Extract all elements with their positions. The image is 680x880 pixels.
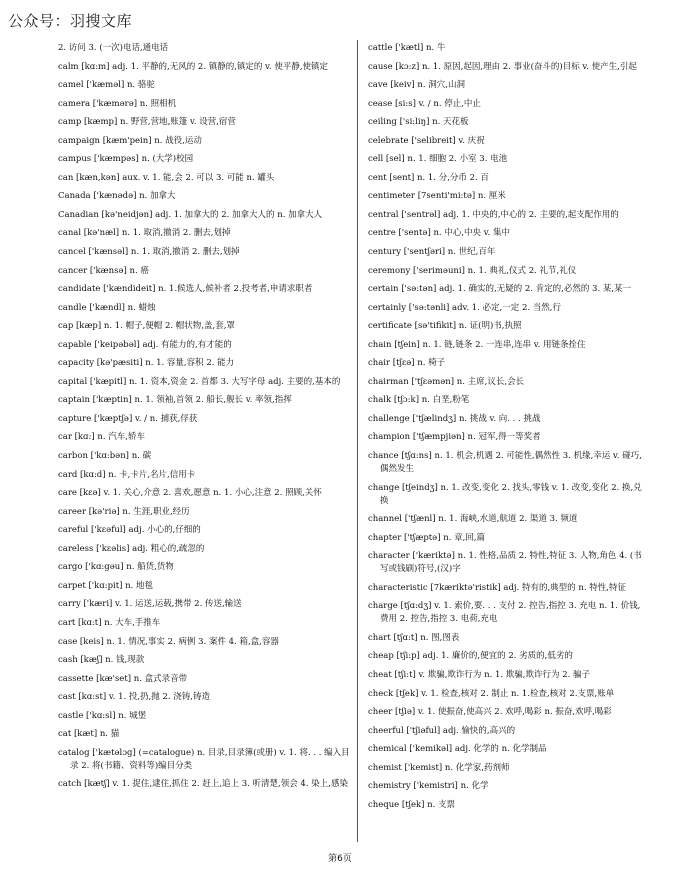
dictionary-entry: cattle ['kætl] n. 牛 [368,43,446,53]
dictionary-entry: certain ['sə:tən] adj. 1. 确实的,无疑的 2. 肯定的,必然的 3. 某,某一 [368,284,632,295]
dictionary-entry: cent [sent] n. 1. 分,分币 2. 百 [368,172,489,183]
dictionary-entry: car [kɑ:] n. 汽车,轿车 [58,432,145,443]
column-divider [357,40,358,842]
dictionary-entry: cart [kɑ:t] n. 大车,手推车 [58,617,161,628]
dictionary-entry: card [kɑ:d] n. 卡,卡片,名片,信用卡 [58,469,196,480]
dictionary-entry: careless ['kεəlis] adj. 粗心的,疏忽的 [58,543,205,554]
dictionary-entry: cell [sel] n. 1. 细胞 2. 小室 3. 电池 [368,154,508,165]
dictionary-entry: camel ['kæməl] n. 骆驼 [58,80,155,91]
dictionary-entry: century ['sentʃəri] n. 世纪,百年 [368,247,496,258]
dictionary-entry: ceremony ['seriməuni] n. 1. 典礼,仪式 2. 礼节,礼仪 [368,265,577,276]
dictionary-entry: cheerful ['tʃiəful] adj. 愉快的,高兴的 [368,725,516,736]
dictionary-entry: cassette [kæ'set] n. 盒式录音带 [58,673,188,684]
dictionary-entry: cancel ['kænsəl] n. 1. 取消,撤消 2. 删去,划掉 [58,247,240,258]
dictionary-entry: cancer ['kænsə] n. 癌 [58,265,149,276]
dictionary-entry: can [kæn,kən] aux. v. 1. 能,会 2. 可以 3. 可能 n. 罐头 [58,172,275,183]
dictionary-entry: certainly ['sə:tənli] adv. 1. 必定,一定 2. 当然,行 [368,302,561,313]
dictionary-entry: chance [tʃɑ:ns] n. 1. 机会,机遇 2. 可能性,偶然性 3. 机缘,幸运 v. 碰巧,偶然发生 [368,451,642,475]
dictionary-entry: cap [kæp] n. 1. 帽子,便帽 2. 帽状物,盖,套,罩 [58,321,235,332]
dictionary-entry: candidate ['kændideit] n. 1.候选人,候补者 2.投考者,申请求职者 [58,284,313,295]
dictionary-entry: certificate [sə'tifikit] n. 证(明)书,执照 [368,321,522,332]
dictionary-entry: cheer [tʃiə] v. 1. 使振奋,使高兴 2. 欢呼,喝彩 n. 振奋,欢呼,喝彩 [368,707,612,718]
dictionary-entry: cause [kɔ:z] n. 1. 原因,起因,理由 2. 事业(奋斗的)目标 v. 使产生,引起 [368,61,637,72]
dictionary-entry: campus ['kæmpəs] n. (大学)校园 [58,154,194,165]
dictionary-entry: capture ['kæptʃə] v. / n. 捕获,俘获 [58,413,198,424]
dictionary-entry: campaign [kæm'pein] n. 战役,运动 [58,135,202,146]
dictionary-entry: carbon ['kɑ:bən] n. 碳 [58,451,152,462]
dictionary-entry: central ['sentrəl] adj. 1. 中央的,中心的 2. 主要的,起支配作用的 [368,209,619,220]
left-column [58,42,350,797]
dictionary-entry: challenge ['tʃælindʒ] n. 挑战 v. 向. . . 挑战 [368,413,541,424]
dictionary-entry: centimeter [7senti'mi:tə] n. 厘米 [368,191,506,202]
dictionary-entry: cargo ['kɑ:gəu] n. 船货,货物 [58,562,174,573]
dictionary-entry: case [keis] n. 1. 情况,事实 2. 病例 3. 案件 4. 箱,盒,容器 [58,636,279,647]
dictionary-entry: chalk [tʃɔ:k] n. 白垩,粉笔 [368,395,470,406]
dictionary-entry: change [tʃeindʒ] n. 1. 改变,变化 2. 找头,零钱 v. 1. 改变,变化 2. 换,兑换 [368,482,642,506]
dictionary-entry: character ['kæriktə] n. 1. 性格,品质 2. 特性,特征 3. 人物,角色 4. (书写或钱刷)符号,(汉)字 [368,551,642,575]
dictionary-entry: catch [kætʃ] v. 1. 捉住,逮住,抓住 2. 赶上,追上 3. 听清楚,领会 4. 染上,感染 [58,779,348,790]
dictionary-entry: chemistry ['kemistri] n. 化学 [368,781,489,792]
dictionary-entry: career [kə'riə] n. 生涯,职业,经历 [58,506,190,517]
dictionary-entry: camera ['kæmərə] n. 照相机 [58,98,177,109]
dictionary-entry: castle ['kɑ:sl] n. 城堡 [58,710,147,721]
dictionary-entry: charge [tʃɑ:dʒ] v. 1. 索价,要. . . 支付 2. 控告,指控 3. 充电 n. 1. 价钱,费用 2. 控告,指控 3. 电荷,充电 [368,601,641,625]
dictionary-entry: candle ['kændl] n. 蜡烛 [58,302,156,313]
page-number: 第6页 [328,854,352,864]
dictionary-entry: cash [kæʃ] n. 钱,现款 [58,655,145,666]
dictionary-entry: carry ['kæri] v. 1. 运送,运载,携带 2. 传送,输送 [58,599,242,610]
watermark-text: 公众号：羽搜文库 [8,12,133,30]
dictionary-entry: centre ['sentə] n. 中心,中央 v. 集中 [368,228,510,239]
dictionary-entry: cheap [tʃi:p] adj. 1. 廉价的,便宜的 2. 劣质的,低劣的 [368,651,573,662]
dictionary-entry: capable ['keipəbəl] adj. 有能力的,有才能的 [58,339,232,350]
dictionary-entry: celebrate ['selibreit] v. 庆祝 [368,135,485,146]
dictionary-entry: 2. 访问 3. (一次)电话,通电话 [58,43,169,53]
dictionary-entry: chemist ['kemist] n. 化学家,药剂师 [368,762,510,773]
dictionary-entry: champion ['tʃæmpjiən] n. 冠军,得一等奖者 [368,432,541,443]
dictionary-entry: chain [tʃein] n. 1. 链,链条 2. 一连串,连串 v. 用链条拴住 [368,339,586,350]
dictionary-entry: cheque [tʃek] n. 支票 [368,799,456,810]
dictionary-entry: cast [kɑ:st] v. 1. 投,扔,抛 2. 浇铸,铸造 [58,692,211,703]
right-column [368,42,644,817]
dictionary-entry: capital ['kæpitl] n. 1. 资本,资金 2. 首都 3. 大写字母 adj. 主要的,基本的 [58,376,341,387]
dictionary-entry: chairman ['tʃεəmən] n. 主席,议长,会长 [368,376,525,387]
dictionary-entry: chemical ['kemikəl] adj. 化学的 n. 化学制品 [368,744,547,755]
dictionary-entry: capacity [kə'pæsiti] n. 1. 容量,容积 2. 能力 [58,358,235,369]
dictionary-entry: calm [kɑ:m] adj. 1. 平静的,无风的 2. 镇静的,镇定的 v. 使平静,使镇定 [58,61,329,72]
dictionary-entry: catalog ['kætəlɔg] (=catalogue) n. 目录,目录簿(或册) v. 1. 将. . . 编入目录 2. 将(书籍、资料等)编目分类 [58,747,350,771]
dictionary-entry: canal [kə'næl] n. 1. 取消,撤消 2. 删去,划掉 [58,228,231,239]
dictionary-entry: Canada ['kænədə] n. 加拿大 [58,191,176,202]
dictionary-entry: cave [keiv] n. 洞穴,山洞 [368,80,465,91]
dictionary-entry: ceiling ['si:liŋ] n. 天花板 [368,117,469,128]
dictionary-entry: cheat [tʃi:t] v. 欺骗,欺诈行为 n. 1. 欺骗,欺诈行为 2. 骗子 [368,669,591,680]
dictionary-entry: characteristic [7kæriktə'ristik] adj. 特有的,典型的 n. 特性,特征 [368,582,626,593]
dictionary-entry: care [kεə] v. 1. 关心,介意 2. 喜欢,愿意 n. 1. 小心,注意 2. 照顾,关怀 [58,488,322,499]
dictionary-entry: cease [si:s] v. / n. 停止,中止 [368,98,481,109]
dictionary-entry: chair [tʃεə] n. 椅子 [368,358,446,369]
dictionary-entry: check [tʃek] v. 1. 检查,核对 2. 制止 n. 1.检查,核对 2.支票,账单 [368,688,615,699]
dictionary-entry: chapter ['tʃæptə] n. 章,回,篇 [368,532,486,543]
dictionary-entry: captain ['kæptin] n. 1. 领袖,首领 2. 船长,舰长 v. 率领,指挥 [58,395,292,406]
dictionary-entry: cat [kæt] n. 猫 [58,729,120,740]
dictionary-entry: carpet ['kɑ:pit] n. 地毯 [58,580,154,591]
dictionary-entry: camp [kæmp] n. 野营,营地,账篷 v. 设营,宿营 [58,117,236,128]
dictionary-entry: chart [tʃɑ:t] n. 图,图表 [368,632,460,643]
dictionary-entry: Canadian [kə'neidjən] adj. 1. 加拿大的 2. 加拿大人的 n. 加拿大人 [58,209,323,220]
dictionary-entry: channel ['tʃænl] n. 1. 海峡,水道,航道 2. 渠道 3. 频道 [368,514,578,525]
dictionary-entry: careful ['kεəful] adj. 小心的,仔细的 [58,525,201,536]
